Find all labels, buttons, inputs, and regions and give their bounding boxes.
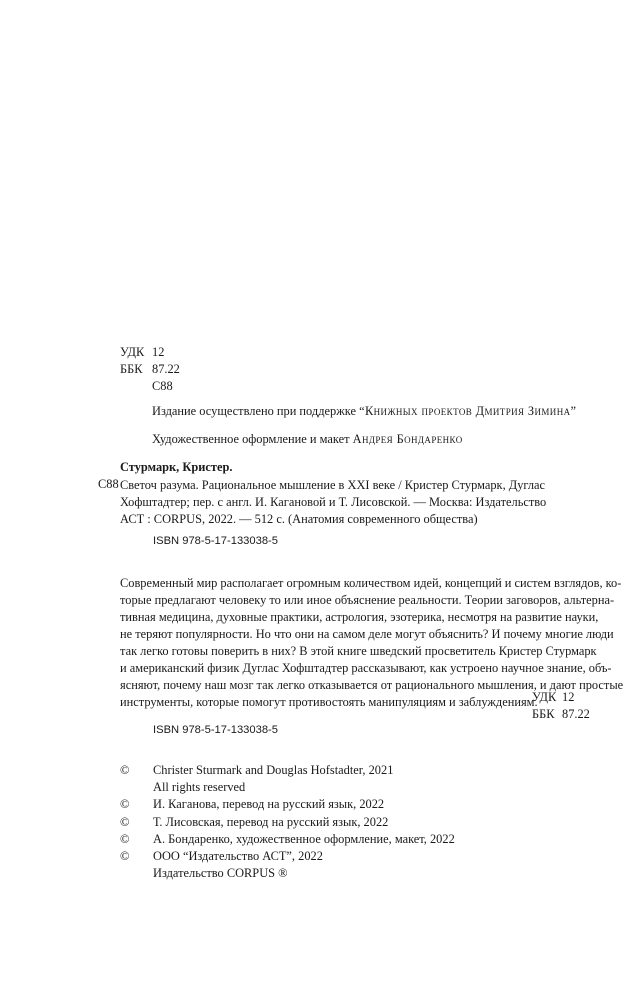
udk-value: 12	[152, 345, 165, 359]
copyright-line	[120, 762, 455, 779]
copyright-line	[120, 848, 455, 865]
design-credit	[152, 432, 463, 447]
annotation-line: торые предлагают человеку то или иное объяснение реальности. Теории заговоров, альтерна-	[120, 593, 615, 607]
copyright-symbol: ©	[120, 797, 130, 812]
author-mark-row	[120, 378, 180, 395]
copyright-symbol: ©	[120, 831, 130, 846]
annotation-line: так легко готовы поверить в них? В этой книге шведский просветитель Кристер Стурмарк	[120, 644, 597, 658]
annotation	[120, 575, 624, 711]
copyright-block	[120, 762, 455, 882]
copyright-text: Т. Лисовская, перевод на русский язык, 2022	[153, 814, 389, 829]
biblio-code: С88	[98, 477, 119, 491]
annotation-line: ясняют, почему наш мозг так легко отказывается от рационального мышления, и дают простые	[120, 678, 624, 692]
biblio-line-2: Хофштадтер; пер. с англ. И. Кагановой и Т. Лисовской. — Москва: Издательство	[120, 495, 547, 509]
isbn-top: ISBN 978-5-17-133038-5	[153, 535, 279, 547]
biblio-author: Стурмарк, Кристер.	[120, 460, 233, 474]
udk-label-bottom: УДК	[532, 690, 557, 704]
copyright-symbol: ©	[120, 814, 130, 829]
copyright-line	[120, 779, 455, 796]
bbk-value: 87.22	[152, 362, 180, 376]
support-prefix: Издание осуществлено при поддержке	[152, 404, 360, 418]
classification-codes	[120, 344, 180, 395]
bbk-label-bottom: ББК	[532, 707, 555, 721]
design-name: Андрея Бондаренко	[352, 432, 463, 446]
copyright-line	[120, 865, 455, 882]
copyright-text: Издательство CORPUS ®	[153, 866, 288, 881]
bbk-row	[120, 361, 180, 378]
udk-row	[120, 344, 180, 361]
copyright-symbol	[120, 865, 153, 882]
bbk-label: ББК	[120, 362, 143, 376]
copyright-text: All rights reserved	[153, 780, 246, 795]
annotation-line: Современный мир располагает огромным количеством идей, концепций и систем взглядов, ко-	[120, 576, 622, 590]
bibliographic-description	[120, 477, 547, 528]
copyright-line	[120, 796, 455, 813]
support-name: “Книжных проектов Дмитрия Зимина”	[359, 404, 577, 418]
copyright-text: Christer Sturmark and Douglas Hofstadter, 2021	[153, 763, 394, 777]
isbn-bottom: ISBN 978-5-17-133038-5	[153, 724, 279, 736]
bbk-row-bottom	[532, 706, 590, 723]
udk-value-bottom: 12	[562, 690, 575, 704]
copyright-text: И. Каганова, перевод на русский язык, 2022	[153, 797, 385, 812]
copyright-symbol: ©	[120, 849, 130, 864]
bbk-value-bottom: 87.22	[562, 707, 590, 721]
copyright-line	[120, 814, 455, 831]
copyright-text: А. Бондаренко, художественное оформление, макет, 2022	[153, 831, 455, 846]
design-prefix: Художественное оформление и макет	[152, 432, 353, 446]
annotation-line: и американский физик Дуглас Хофштадтер рассказывают, как устроено научное знание, объ-	[120, 661, 612, 675]
copyright-line	[120, 831, 455, 848]
annotation-line: не теряют популярности. Но что они на самом деле могут объяснить? И почему многие люди	[120, 627, 614, 641]
copyright-text: ООО “Издательство АСТ”, 2022	[153, 849, 323, 864]
author-mark: С88	[152, 379, 173, 393]
classification-codes-bottom	[532, 689, 590, 723]
biblio-line-3: АСТ : CORPUS, 2022. — 512 с. (Анатомия современного общества)	[120, 512, 478, 526]
support-note	[152, 404, 576, 419]
biblio-line-1: Светоч разума. Рациональное мышление в XXI веке / Кристер Стурмарк, Дуглас	[120, 478, 546, 492]
udk-label: УДК	[120, 345, 145, 359]
annotation-line: инструменты, которые помогут противостоять манипуляциям и заблуждениям.	[120, 695, 538, 709]
copyright-symbol	[120, 779, 153, 796]
udk-row-bottom	[532, 689, 590, 706]
copyright-symbol: ©	[120, 763, 130, 777]
annotation-line: тивная медицина, духовные практики, астрология, эзотерика, несмотря на развитие науки,	[120, 610, 599, 624]
